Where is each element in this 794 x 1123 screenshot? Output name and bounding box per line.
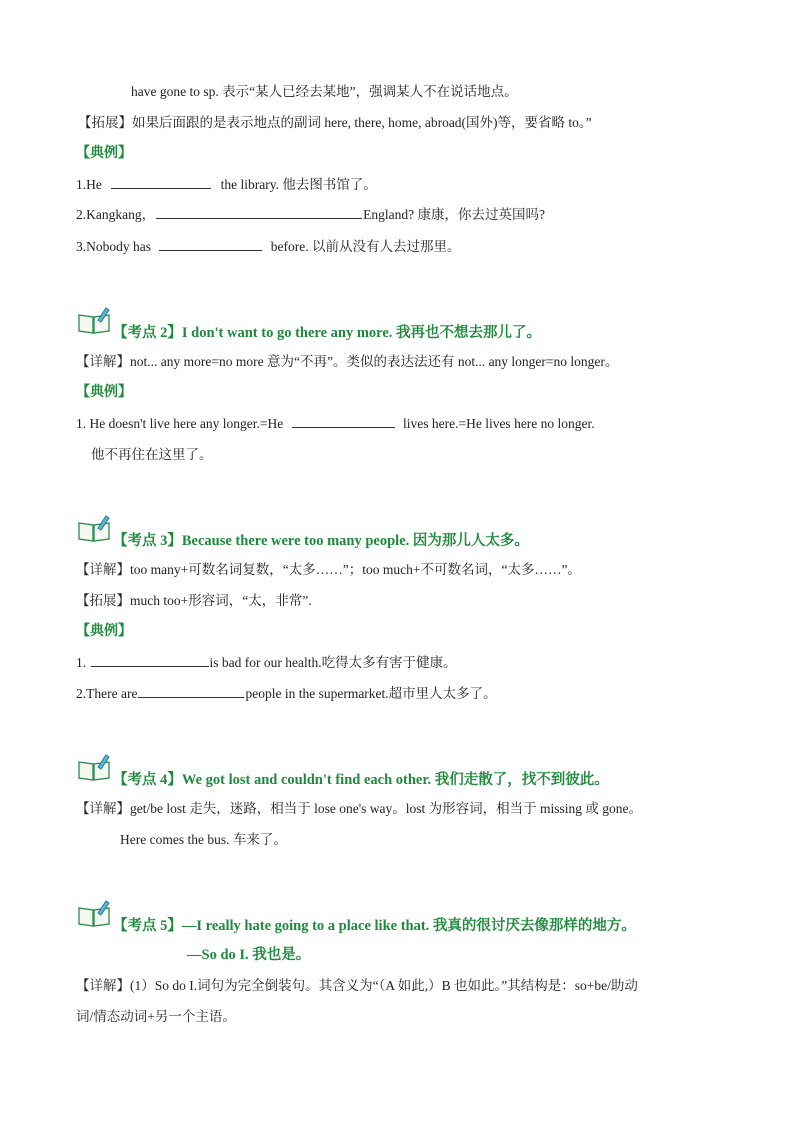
exercise-text: people in the supermarket.超市里人太多了。 (245, 686, 497, 701)
exercise-1-3 (76, 238, 460, 256)
point-2-detail: 【详解】not... any more=no more 意为“不再”。类似的表达法还有 not... any longer=no longer。 (76, 354, 619, 369)
exercise-text: 2.Kangkang， (76, 207, 156, 222)
answer-blank[interactable] (138, 685, 244, 698)
answer-blank[interactable] (159, 238, 262, 251)
point-3-detail: 【详解】too many+可数名词复数，“太多……”；too much+不可数名词，“太多……”。 (76, 562, 581, 577)
answer-blank[interactable] (156, 206, 362, 219)
point-4-title: 【考点 4】We got lost and couldn't find each other. 我们走散了，找不到彼此。 (113, 772, 609, 788)
exercise-text: before. 以前从没有人去过那里。 (270, 239, 461, 254)
answer-blank[interactable] (91, 654, 209, 667)
point-2-title: 【考点 2】I don't want to go there any more. 我再也不想去那儿了。 (113, 325, 542, 341)
answer-blank[interactable] (111, 176, 211, 189)
exercise-text: 2.There are (76, 686, 138, 701)
answer-blank[interactable] (292, 415, 395, 428)
open-book-icon (77, 753, 111, 781)
exercise-text: 1.He (76, 177, 102, 192)
point-5-title-reply: —So do I. 我也是。 (187, 947, 311, 963)
exercise-2-1-translation: 他不再住在这里了。 (91, 447, 213, 462)
point-3-expand: 【拓展】much too+形容词，“太，非常”. (76, 593, 312, 608)
point-4-detail: 【详解】get/be lost 走失，迷路，相当于 lose one's way。lost 为形容词，相当于 missing 或 gone。 (76, 801, 643, 816)
example-label: 【典例】 (76, 624, 132, 639)
exercise-1-2 (76, 206, 545, 224)
exercise-text: lives here.=He lives here no longer. (402, 416, 595, 431)
open-book-icon (77, 899, 111, 927)
example-label: 【典例】 (76, 385, 132, 400)
exercise-3-1 (76, 654, 457, 672)
open-book-icon (77, 514, 111, 542)
exercise-text: 1. He doesn't live here any longer.=He (76, 416, 284, 431)
exercise-1-1 (76, 176, 377, 194)
point-5-title: 【考点 5】—I really hate going to a place like that. 我真的很讨厌去像那样的地方。 (113, 918, 636, 934)
point-5-detail-line-2: 词/情态动词+另一个主语。 (76, 1009, 236, 1024)
exercise-text: 3.Nobody has (76, 239, 151, 254)
exercise-text: is bad for our health.吃得太多有害于健康。 (209, 655, 457, 670)
exercise-text: the library. 他去图书馆了。 (220, 177, 377, 192)
exercise-text: England? 康康，你去过英国吗? (363, 207, 545, 222)
intro-expand-line: 【拓展】如果后面跟的是表示地点的副词 here, there, home, abroad(国外)等，要省略 to。” (78, 115, 592, 130)
exercise-3-2 (76, 685, 497, 703)
open-book-icon (77, 306, 111, 334)
intro-line-1: have gone to sp. 表示“某人已经去某地”，强调某人不在说话地点。 (131, 84, 518, 99)
point-4-example: Here comes the bus. 车来了。 (120, 832, 287, 847)
exercise-2-1 (76, 415, 595, 433)
example-label: 【典例】 (76, 146, 132, 161)
point-5-detail-line-1: 【详解】(1）So do I.词句为完全倒装句。其含义为“（A 如此,）B 也如此。”其结构是：so+be/助动 (76, 978, 638, 993)
exercise-text: 1. (76, 655, 87, 670)
point-3-title: 【考点 3】Because there were too many people. 因为那儿人太多。 (113, 533, 529, 549)
